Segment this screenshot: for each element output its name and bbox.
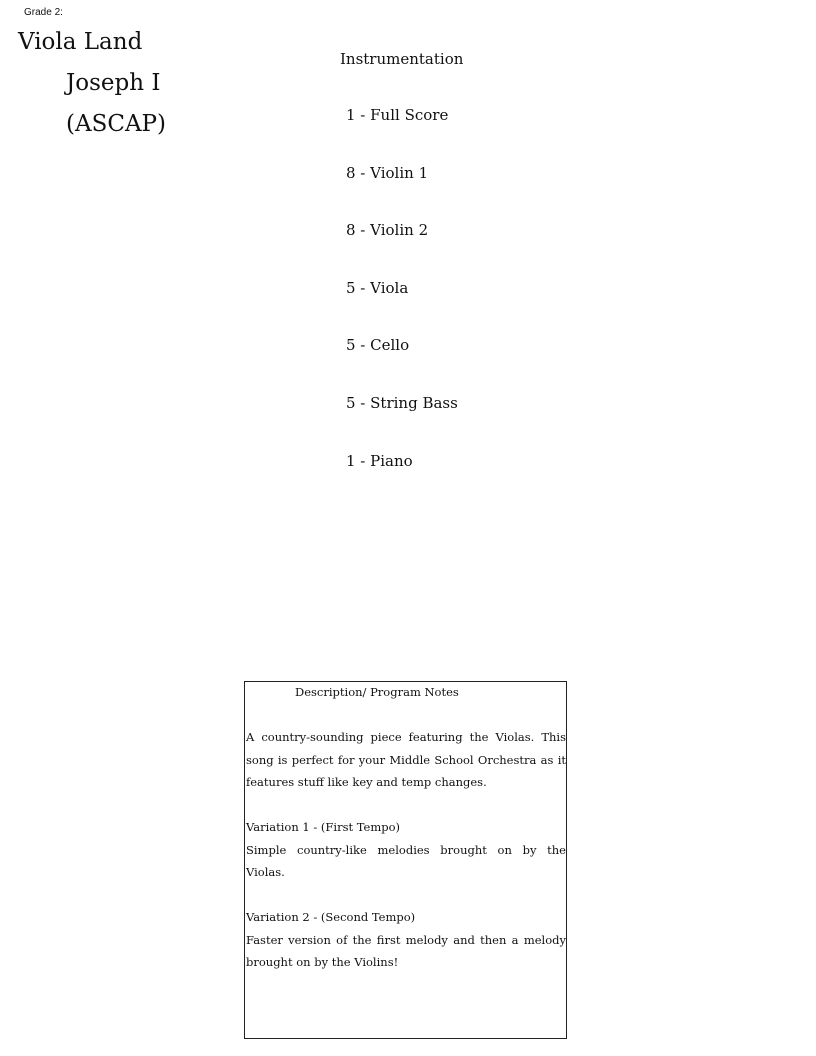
paragraph-spacer — [246, 794, 566, 817]
program-notes-heading: Description/ Program Notes — [295, 685, 459, 699]
program-notes-intro: A country-sounding piece featuring the Violas. This song is perfect for your Middle School Orchestra as it features stuff like key and temp changes. — [246, 730, 566, 789]
instrumentation-item: 8 - Violin 1 — [346, 163, 429, 182]
program-notes-box — [244, 681, 567, 1039]
instrumentation-item: 5 - Cello — [346, 336, 410, 355]
instrumentation-item: 1 - Piano — [346, 451, 413, 470]
composer-name: Joseph I — [66, 70, 161, 96]
paragraph-spacer — [246, 884, 566, 907]
instrumentation-item: 5 - String Bass — [346, 393, 458, 412]
variation-2-title: Variation 2 - (Second Tempo) — [246, 910, 416, 924]
program-notes-body — [246, 726, 566, 974]
instrumentation-item: 1 - Full Score — [346, 106, 449, 124]
piece-title: Viola Land — [18, 29, 143, 55]
variation-1-description: Simple country-like melodies brought on by the Violas. — [246, 842, 566, 879]
variation-2-description: Faster version of the first melody and then a melody brought on by the Violins! — [246, 932, 566, 969]
instrumentation-item: 5 - Viola — [346, 278, 409, 297]
performing-rights-society: (ASCAP) — [66, 111, 166, 137]
instrumentation-heading: Instrumentation — [340, 50, 464, 68]
instrumentation-item: 8 - Violin 2 — [346, 221, 429, 240]
instrumentation-list — [346, 105, 458, 508]
variation-1-title: Variation 1 - (First Tempo) — [246, 820, 401, 834]
grade-label: Grade 2: — [24, 7, 63, 18]
